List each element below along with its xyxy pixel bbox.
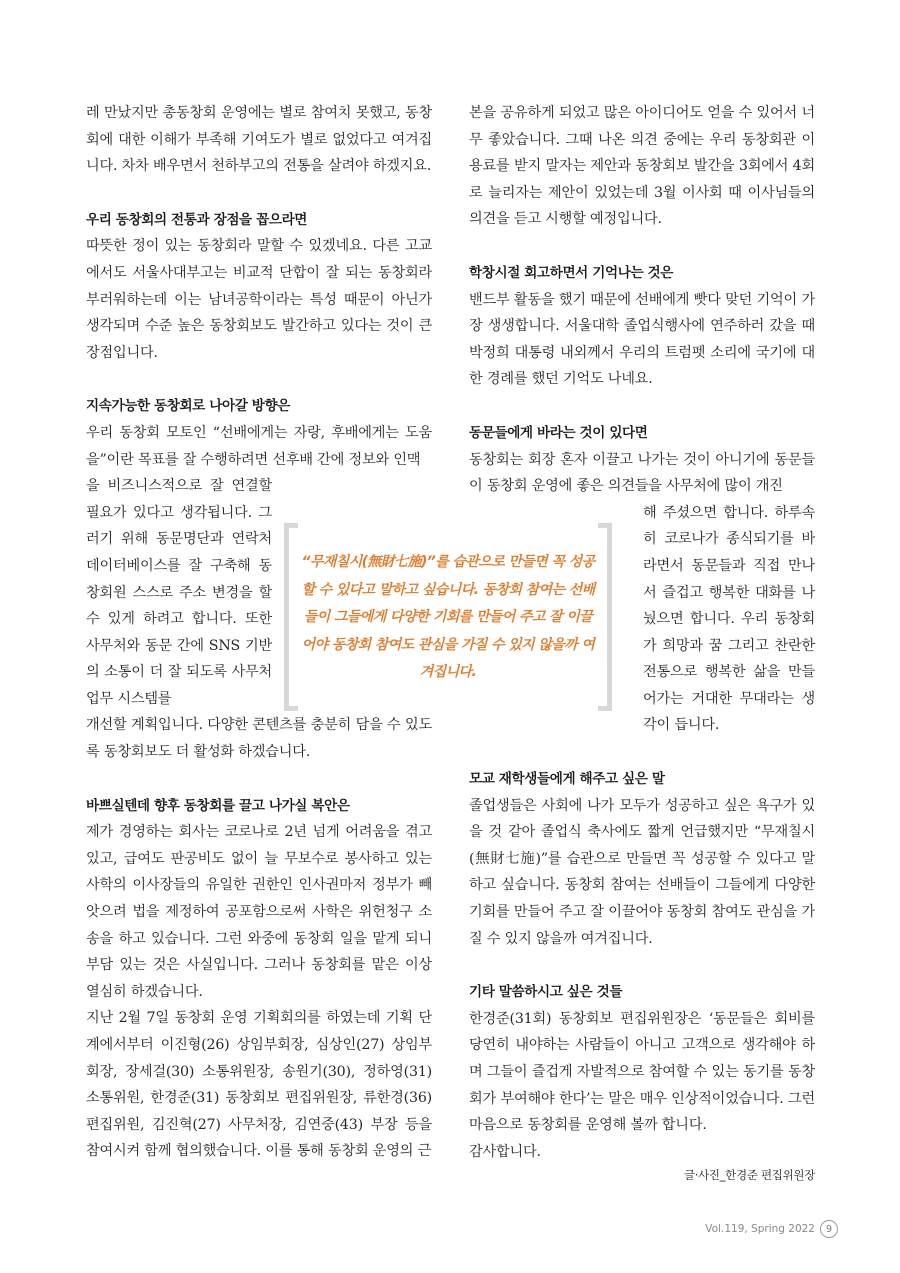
issue-label: Vol.119, Spring 2022 (705, 1223, 815, 1235)
section-heading-memories: 학창시절 회고하면서 기억나는 것은 (469, 264, 673, 281)
section-body-tradition: 따뜻한 정이 있는 동창회라 말할 수 있겠네요. 다른 고교에서도 서울사대부고는 비교적 단합이 잘 되는 동창회라 부러워하는데 이는 남녀공학이라는 특성 때문이 아닌가 생각되며 수준 높은 동창회보도 발간하고 있다는 것이 큰 장점입니다. (86, 238, 432, 361)
section-heading-wishes: 동문들에게 바라는 것이 있다면 (469, 424, 648, 441)
section-body-memories: 밴드부 활동을 했기 때문에 선배에게 빳다 맞던 기억이 가장 생생합니다. 서울대학 졸업식행사에 연주하러 갔을 때 박정희 대통령 내외께서 우리의 트럼펫 소리에 국기에 대한 경례를 했던 기억도 나네요. (469, 291, 815, 388)
section-body-other: 한경준(31회) 동창회보 편집위원장은 ‘동문들은 회비를 당연히 내야하는 사람들이 아니고 고객으로 생각해야 하며 그들이 즐겁게 자발적으로 참여할 수 있는 동기를 동창회가 부여해야 한다’는 말은 매우 인상적이었습니다. 그런 마음으로 동창회를 운영해 볼까 합니다. (469, 1010, 815, 1134)
section-heading-plan: 바쁘실텐데 향후 동창회를 끌고 나가실 복안은 (86, 797, 350, 814)
section-heading-students: 모교 재학생들에게 해주고 싶은 말 (469, 771, 665, 788)
continued-paragraph: 본을 공유하게 되었고 많은 아이디어도 얻을 수 있어서 너무 좋았습니다. 그때 나온 의견 중에는 우리 동창회관 이용료를 받지 말자는 제안과 동창회보 발간을 3회에서 4회로 늘리자는 제안이 있었는데 3월 이사회 때 이사님들의 의견을 듣고 시행할 예정입니다. (469, 105, 815, 228)
section-body-wishes-top: 동창회는 회장 혼자 이끌고 나가는 것이 아니기에 동문들이 동창회 운영에 좋은 의견들을 사무처에 많이 개진 (469, 451, 815, 495)
section-body-direction-end: 개선할 계획입니다. 다양한 콘텐츠를 충분히 담을 수 있도록 동창회보도 더 활성화 하겠습니다. (86, 717, 432, 761)
section-body-wishes-wrapped: 해 주셨으면 합니다. 하루속히 코로나가 종식되기를 바라면서 동문들과 직접 만나서 즐겁고 행복한 대화를 나눴으면 합니다. 우리 동창회가 희망과 꿈 그리고 찬란한 전통으로 행복한 삶을 만들어가는 거대한 무대라는 생각이 듭니다. (643, 504, 815, 734)
page-footer (705, 1220, 838, 1238)
section-heading-tradition: 우리 동창회의 전통과 장점을 꼽으라면 (86, 211, 308, 228)
section-body-plan-1: 제가 경영하는 회사는 코로나로 2년 넘게 어려움을 겪고 있고, 급여도 판공비도 없이 늘 무보수로 봉사하고 있는 사학의 이사장들의 유일한 권한인 인사권마저 정부가 빼앗으려 법을 제정하여 공포함으로써 사학은 위헌청구 소송을 하고 있습니다. 그런 와중에 동창회 일을 맡게 되니 부담 있는 것은 사실입니다. 그러나 동창회를 맡은 이상 열심히 하겠습니다. (86, 824, 432, 1000)
author-credit: 글·사진_한경준 편집위원장 (683, 1168, 815, 1183)
section-body-students: 졸업생들은 사회에 나가 모두가 성공하고 싶은 욕구가 있을 것 같아 졸업식 축사에도 짧게 언급했지만 “무재칠시(無財七施)”를 습관으로 만들면 꼭 성공할 수 있다고 말하고 싶습니다. 동창회 참여는 선배들이 그들에게 다양한 기회를 만들어 주고 잘 이끌어야 동창회 참여도 관심을 가질 수 있지 않을까 여겨집니다. (469, 797, 815, 947)
pull-quote-text: “무재칠시(無財七施)”를 습관으로 만들면 꼭 성공할 수 있다고 말하고 싶습니다. 동창회 참여는 선배들이 그들에게 다양한 기회를 만들어 주고 잘 이끌어야 동창회 참여도 관심을 가질 수 있지 않을까 여겨집니다. (301, 554, 595, 680)
section-heading-direction: 지속가능한 동창회로 나아갈 방향은 (86, 398, 290, 415)
section-body-direction-wrapped: 을 비즈니스적으로 잘 연결할 필요가 있다고 생각됩니다. 그러기 위해 동문명단과 연락처 데이터베이스를 잘 구축해 동창회원 스스로 주소 변경을 할 수 있게 하려고 합니다. 또한 사무처와 동문 간에 SNS 기반의 소통이 더 잘 되도록 사무처 업무 시스템를 (86, 478, 272, 707)
pull-quote-box (284, 523, 612, 711)
pull-quote-bracket-right (598, 523, 612, 711)
pull-quote-bracket-left (284, 523, 298, 711)
section-body-direction-top: 우리 동창회 모토인 “선배에게는 자랑, 후배에게는 도움을”이란 목표를 잘 수행하려면 선후배 간에 정보와 인맥 (86, 424, 432, 468)
section-body-plan-2: 지난 2월 7일 동창회 운영 기획회의를 하였는데 기획 단계에서부터 이진형(26) 상임부회장, 심상인(27) 상임부회장, 장세걸(30) 소통위원장, 송원기(30), 정하영(31) 소통위원, 한경준(31) 동창회보 편집위원장, 류한경(36) 편집위원, 김진혁(27) 사무처장, 김연중(43) 부장 등을 참여시켜 함께 협의했습니다. 이를 통해 동창회 운영의 근 (86, 1010, 432, 1160)
section-heading-other: 기타 말씀하시고 싶은 것들 (469, 984, 623, 1001)
page-number: 9 (820, 1220, 838, 1238)
closing-thanks: 감사합니다. (469, 1143, 541, 1160)
intro-paragraph: 레 만났지만 총동창회 운영에는 별로 참여치 못했고, 동창회에 대한 이해가 부족해 기여도가 별로 없었다고 여겨집니다. 차차 배우면서 천하부고의 전통을 살려야 하겠지요. (86, 105, 432, 175)
